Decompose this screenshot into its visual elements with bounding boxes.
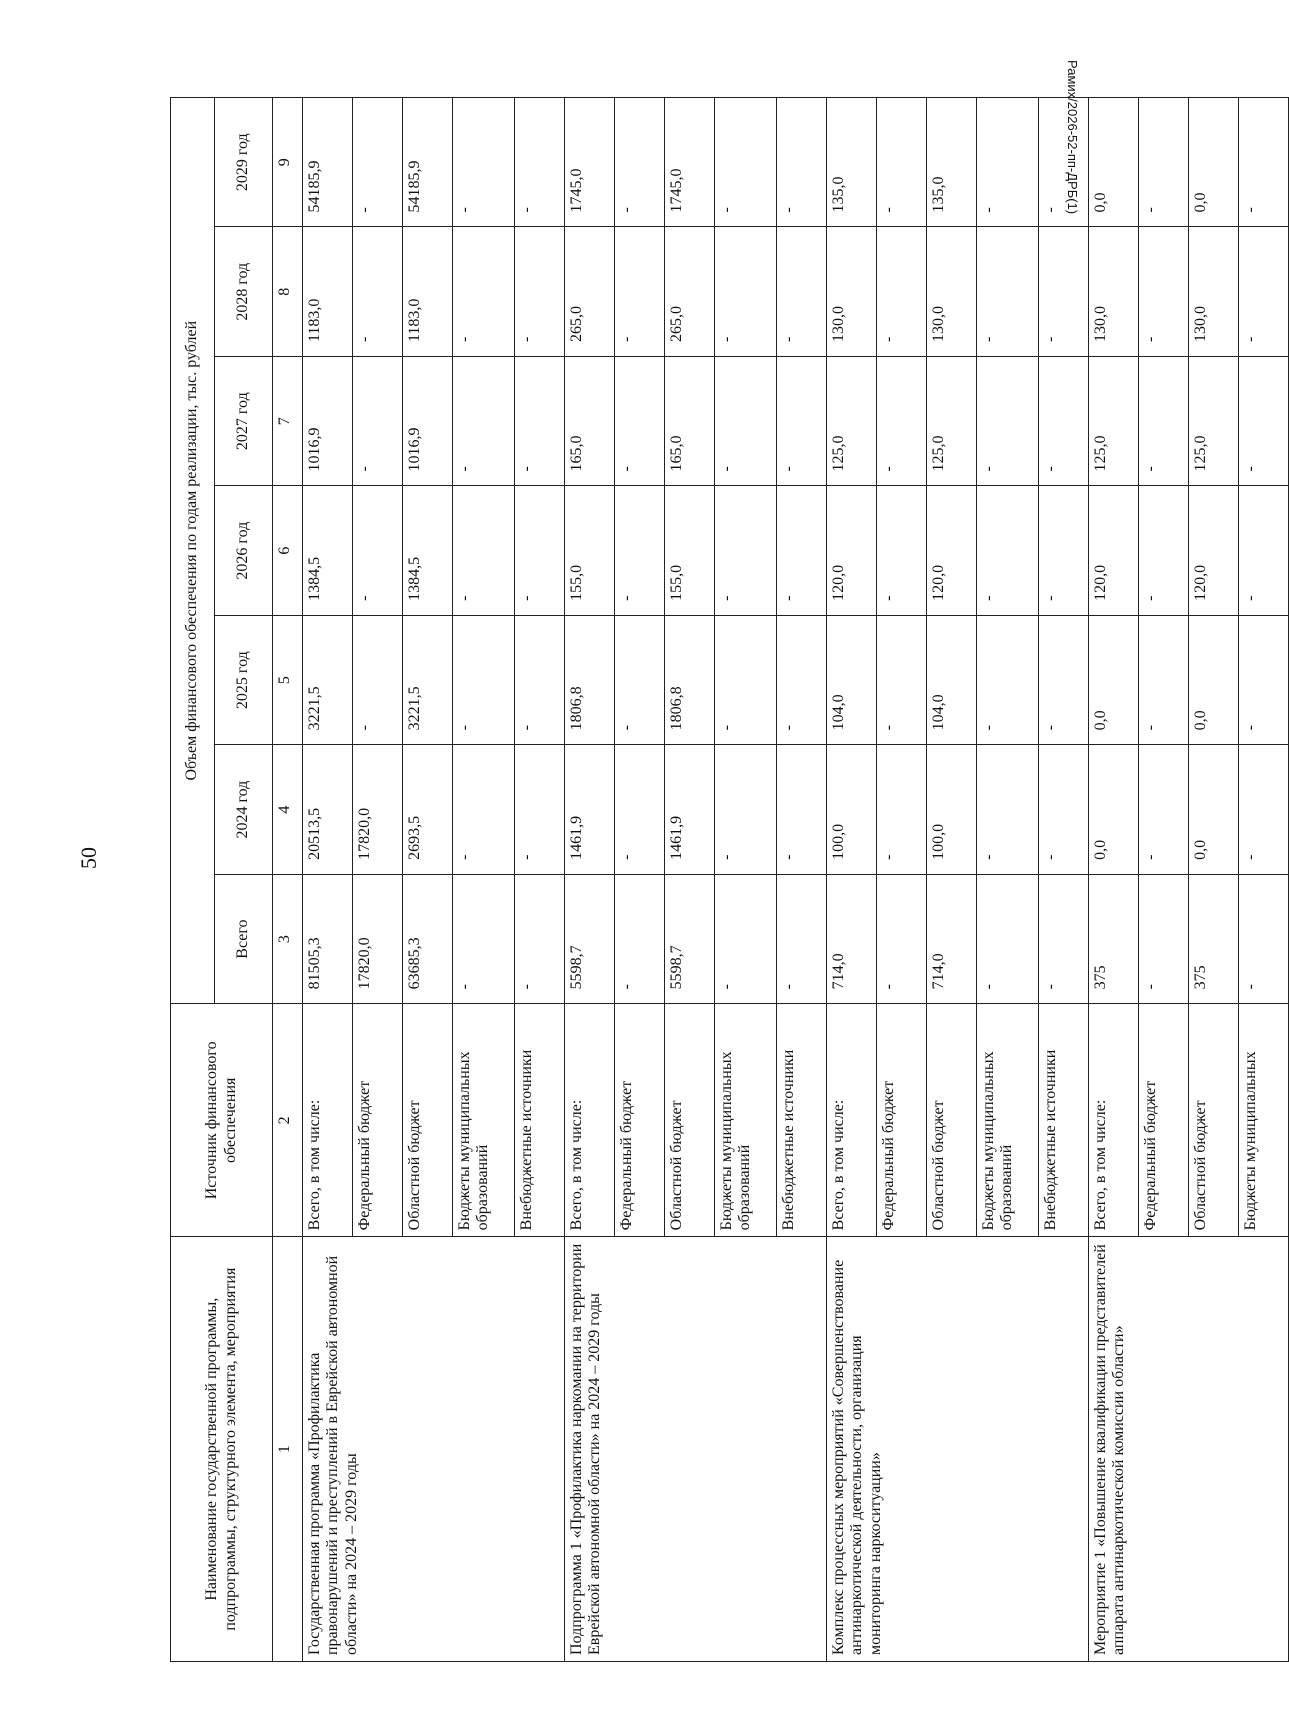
year-value-cell: 130,0 xyxy=(1089,227,1139,356)
year-value-cell: - xyxy=(877,98,927,228)
year-value-cell: 155,0 xyxy=(565,486,615,615)
funding-source-cell: Федеральный бюджет xyxy=(877,1004,927,1237)
year-value-cell: - xyxy=(715,98,777,228)
year-value-cell: 0,0 xyxy=(1089,745,1139,874)
year-value-cell: - xyxy=(715,356,777,485)
year-value-cell: - xyxy=(1239,227,1289,356)
year-value-cell: 120,0 xyxy=(1189,486,1239,615)
column-index: 2 xyxy=(273,1004,303,1237)
program-name-cell: Подпрограмма 1 «Профилактика наркомании на территории Еврейской автономной области» на 2024 – 2029 годы xyxy=(565,1237,827,1662)
year-value-cell: - xyxy=(1039,227,1089,356)
year-value-cell: 0,0 xyxy=(1189,745,1239,874)
year-value-cell: 20513,5 xyxy=(303,745,353,874)
year-value-cell: - xyxy=(1039,486,1089,615)
year-value-cell: - xyxy=(1039,615,1089,744)
total-value-cell: - xyxy=(715,874,777,1003)
funding-source-cell: Всего, в том числе: xyxy=(827,1004,877,1237)
year-value-cell: - xyxy=(1139,356,1189,485)
year-value-cell: 130,0 xyxy=(1189,227,1239,356)
total-value-cell: 5598,7 xyxy=(665,874,715,1003)
header-year: 2026 год xyxy=(215,486,273,615)
total-value-cell: 375 xyxy=(1089,874,1139,1003)
year-value-cell: - xyxy=(877,486,927,615)
year-value-cell: - xyxy=(615,615,665,744)
financing-table xyxy=(170,97,1289,1662)
funding-source-cell: Бюджеты муниципальных образований xyxy=(715,1004,777,1237)
year-value-cell: 135,0 xyxy=(927,98,977,228)
year-value-cell: 54185,9 xyxy=(403,98,453,228)
total-value-cell: - xyxy=(977,874,1039,1003)
year-value-cell: 1016,9 xyxy=(303,356,353,485)
year-value-cell: 1806,8 xyxy=(565,615,615,744)
total-value-cell: - xyxy=(877,874,927,1003)
total-value-cell: 714,0 xyxy=(827,874,877,1003)
header-funding-source: Источник финансового обеспечения xyxy=(171,1004,273,1237)
year-value-cell: 1461,9 xyxy=(665,745,715,874)
year-value-cell: 125,0 xyxy=(1189,356,1239,485)
year-value-cell: - xyxy=(977,98,1039,228)
total-value-cell: - xyxy=(1139,874,1189,1003)
year-value-cell: - xyxy=(453,745,515,874)
column-index: 8 xyxy=(273,227,303,356)
program-name-cell: Комплекс процессных мероприятий «Совершенствование антинаркотической деятельности, организация мониторинга наркоситуации» xyxy=(827,1237,1089,1662)
year-value-cell: - xyxy=(1239,356,1289,485)
year-value-cell: - xyxy=(1239,486,1289,615)
funding-source-cell: Федеральный бюджет xyxy=(1139,1004,1189,1237)
header-year: 2025 год xyxy=(215,615,273,744)
year-value-cell: 1745,0 xyxy=(665,98,715,228)
year-value-cell: - xyxy=(977,227,1039,356)
total-value-cell: 5598,7 xyxy=(565,874,615,1003)
total-value-cell: - xyxy=(777,874,827,1003)
year-value-cell: - xyxy=(877,356,927,485)
year-value-cell: 104,0 xyxy=(927,615,977,744)
funding-source-cell: Внебюджетные источники xyxy=(1039,1004,1089,1237)
year-value-cell: - xyxy=(453,356,515,485)
table-row xyxy=(303,98,353,1662)
year-value-cell: 130,0 xyxy=(927,227,977,356)
year-value-cell: 155,0 xyxy=(665,486,715,615)
year-value-cell: - xyxy=(453,227,515,356)
year-value-cell: - xyxy=(353,98,403,228)
year-value-cell: - xyxy=(615,745,665,874)
year-value-cell: 2693,5 xyxy=(403,745,453,874)
table-row xyxy=(827,98,877,1662)
column-index: 3 xyxy=(273,874,303,1003)
year-value-cell: 100,0 xyxy=(927,745,977,874)
year-value-cell: 120,0 xyxy=(827,486,877,615)
funding-source-cell: Областной бюджет xyxy=(1189,1004,1239,1237)
year-value-cell: 125,0 xyxy=(1089,356,1139,485)
year-value-cell: - xyxy=(515,486,565,615)
year-value-cell: - xyxy=(1039,745,1089,874)
table-body xyxy=(303,98,1289,1662)
funding-source-cell: Федеральный бюджет xyxy=(353,1004,403,1237)
year-value-cell: - xyxy=(1139,227,1189,356)
year-value-cell: - xyxy=(615,486,665,615)
year-value-cell: 125,0 xyxy=(927,356,977,485)
year-value-cell: 3221,5 xyxy=(303,615,353,744)
funding-source-cell: Федеральный бюджет xyxy=(615,1004,665,1237)
year-value-cell: 0,0 xyxy=(1189,98,1239,228)
total-value-cell: - xyxy=(1039,874,1089,1003)
year-value-cell: - xyxy=(353,615,403,744)
year-value-cell: 165,0 xyxy=(565,356,615,485)
year-value-cell: 1183,0 xyxy=(303,227,353,356)
funding-source-cell: Бюджеты муниципальных образований xyxy=(453,1004,515,1237)
year-value-cell: - xyxy=(715,227,777,356)
program-name-cell: Государственная программа «Профилактика правонарушений и преступлений в Еврейской автономной области» на 2024 – 2029 годы xyxy=(303,1237,565,1662)
year-value-cell: - xyxy=(877,227,927,356)
program-name-cell: Мероприятие 1 «Повышение квалификации представителей аппарата антинаркотической комиссии области» xyxy=(1089,1237,1289,1662)
year-value-cell: 0,0 xyxy=(1189,615,1239,744)
page-number: 50 xyxy=(76,847,101,869)
year-value-cell: 0,0 xyxy=(1089,615,1139,744)
year-value-cell: - xyxy=(1139,745,1189,874)
year-value-cell: 1461,9 xyxy=(565,745,615,874)
year-value-cell: - xyxy=(453,98,515,228)
year-value-cell: 135,0 xyxy=(827,98,877,228)
year-value-cell: 1384,5 xyxy=(303,486,353,615)
column-index: 4 xyxy=(273,745,303,874)
year-value-cell: 165,0 xyxy=(665,356,715,485)
funding-source-cell: Всего, в том числе: xyxy=(303,1004,353,1237)
document-code: Рамих/2026-52-пп-ДРБ(1) xyxy=(1065,60,1080,215)
header-program-name: Наименование государственной программы, подпрограммы, структурного элемента, мероприятия xyxy=(171,1237,273,1662)
year-value-cell: 1745,0 xyxy=(565,98,615,228)
column-index: 5 xyxy=(273,615,303,744)
year-value-cell: - xyxy=(515,745,565,874)
funding-source-cell: Областной бюджет xyxy=(665,1004,715,1237)
year-value-cell: 265,0 xyxy=(565,227,615,356)
header-year: 2024 год xyxy=(215,745,273,874)
year-value-cell: 130,0 xyxy=(827,227,877,356)
year-value-cell: - xyxy=(515,356,565,485)
year-value-cell: 54185,9 xyxy=(303,98,353,228)
year-value-cell: - xyxy=(515,98,565,228)
header-year: 2027 год xyxy=(215,356,273,485)
year-value-cell: - xyxy=(715,615,777,744)
total-value-cell: 81505,3 xyxy=(303,874,353,1003)
total-value-cell: - xyxy=(515,874,565,1003)
year-value-cell: 17820,0 xyxy=(353,745,403,874)
year-value-cell: 1183,0 xyxy=(403,227,453,356)
funding-source-cell: Всего, в том числе: xyxy=(1089,1004,1139,1237)
year-value-cell: - xyxy=(1139,615,1189,744)
table-row xyxy=(565,98,615,1662)
year-value-cell: 1016,9 xyxy=(403,356,453,485)
year-value-cell: - xyxy=(515,615,565,744)
year-value-cell: - xyxy=(615,356,665,485)
funding-source-cell: Областной бюджет xyxy=(927,1004,977,1237)
year-value-cell: - xyxy=(1239,615,1289,744)
year-value-cell: 100,0 xyxy=(827,745,877,874)
column-index: 6 xyxy=(273,486,303,615)
header-year: 2028 год xyxy=(215,227,273,356)
year-value-cell: 265,0 xyxy=(665,227,715,356)
funding-source-cell: Всего, в том числе: xyxy=(565,1004,615,1237)
column-index: 1 xyxy=(273,1237,303,1662)
year-value-cell: - xyxy=(353,227,403,356)
year-value-cell: 1384,5 xyxy=(403,486,453,615)
year-value-cell: 104,0 xyxy=(827,615,877,744)
header-total: Всего xyxy=(215,874,273,1003)
year-value-cell: 1806,8 xyxy=(665,615,715,744)
year-value-cell: - xyxy=(1039,98,1089,228)
funding-source-cell: Бюджеты муниципальных xyxy=(1239,1004,1289,1237)
year-value-cell: 125,0 xyxy=(827,356,877,485)
funding-source-cell: Бюджеты муниципальных образований xyxy=(977,1004,1039,1237)
header-year: 2029 год xyxy=(215,98,273,228)
year-value-cell: - xyxy=(615,227,665,356)
year-value-cell: 120,0 xyxy=(1089,486,1139,615)
year-value-cell: - xyxy=(353,356,403,485)
year-value-cell: - xyxy=(777,615,827,744)
header-volume-group: Объем финансового обеспечения по годам реализации, тыс. рублей xyxy=(171,98,215,1004)
total-value-cell: 63685,3 xyxy=(403,874,453,1003)
year-value-cell: - xyxy=(777,486,827,615)
year-value-cell: - xyxy=(1139,486,1189,615)
total-value-cell: - xyxy=(453,874,515,1003)
year-value-cell: 3221,5 xyxy=(403,615,453,744)
year-value-cell: - xyxy=(1039,356,1089,485)
total-value-cell: 17820,0 xyxy=(353,874,403,1003)
column-index: 7 xyxy=(273,356,303,485)
year-value-cell: - xyxy=(1239,745,1289,874)
total-value-cell: 714,0 xyxy=(927,874,977,1003)
table-row xyxy=(1089,98,1139,1662)
year-value-cell: - xyxy=(715,486,777,615)
year-value-cell: - xyxy=(1239,98,1289,228)
year-value-cell: - xyxy=(777,227,827,356)
column-index: 9 xyxy=(273,98,303,228)
total-value-cell: 375 xyxy=(1189,874,1239,1003)
year-value-cell: - xyxy=(453,486,515,615)
total-value-cell: - xyxy=(1239,874,1289,1003)
year-value-cell: - xyxy=(515,227,565,356)
year-value-cell: - xyxy=(977,615,1039,744)
year-value-cell: 0,0 xyxy=(1089,98,1139,228)
year-value-cell: - xyxy=(1139,98,1189,228)
year-value-cell: - xyxy=(353,486,403,615)
year-value-cell: - xyxy=(977,486,1039,615)
year-value-cell: 120,0 xyxy=(927,486,977,615)
year-value-cell: - xyxy=(715,745,777,874)
funding-source-cell: Внебюджетные источники xyxy=(777,1004,827,1237)
total-value-cell: - xyxy=(615,874,665,1003)
year-value-cell: - xyxy=(777,98,827,228)
funding-source-cell: Областной бюджет xyxy=(403,1004,453,1237)
year-value-cell: - xyxy=(615,98,665,228)
year-value-cell: - xyxy=(977,745,1039,874)
year-value-cell: - xyxy=(877,745,927,874)
year-value-cell: - xyxy=(977,356,1039,485)
year-value-cell: - xyxy=(877,615,927,744)
financing-table-wrapper xyxy=(170,97,1259,1662)
year-value-cell: - xyxy=(453,615,515,744)
year-value-cell: - xyxy=(777,356,827,485)
funding-source-cell: Внебюджетные источники xyxy=(515,1004,565,1237)
year-value-cell: - xyxy=(777,745,827,874)
